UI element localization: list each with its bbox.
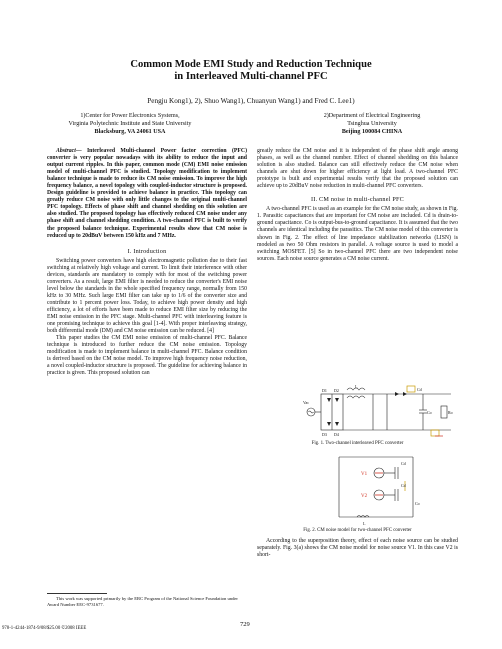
label-cd-bottom: Cd <box>401 483 406 488</box>
section1-heading: I. Introduction <box>127 247 167 255</box>
label-cd: Cd <box>417 387 422 392</box>
affiliation-left-line1: 1)Center for Power Electronics Systems, <box>80 113 180 119</box>
section1-paragraph2: This paper studies the CM EMI noise emission of multi-channel PFC. Balance technique is introduced to further reduce the CM noise emission. Topology modification is made to implement balance in multi-channel PFC. Balance condition is derived based on the CM noise model. To improve high frequency noise reduction, a novel coupled-inductor structure is proposed. The guideline for achieving balance in practice is given. This proposed solution can <box>47 335 247 377</box>
label-co-fig2: Co <box>415 501 420 506</box>
affiliation-left-line2: Virginia Polytechnic Institute and State University <box>68 121 192 127</box>
label-co: Co <box>427 410 432 415</box>
label-d4: D4 <box>334 432 339 437</box>
affiliation-right-line3: Beijing 100084 CHINA <box>341 129 403 135</box>
section2-paragraph1: A two-channel PFC is used as an example for the CM noise study, as shown in Fig. 1. Parasitic capacitances that are important for CM noise are included. Cd is drain-to-ground capacitance. Co is output-bus-to-ground capacitance. It is assumed that the two channels are identical including the parasitics. The CM noise model of this converter is shown in Fig. 2. The effect of line impedance stabilization networks (LISN) is modeled as two 50 Ohm resistors in parallel. A voltage source is used to model a switching MOSFET. [5] So in two-channel PFC there are two independent noise sources. Each noise source generates a CM noise current. <box>257 206 458 262</box>
label-cd-top: Cd <box>401 461 406 466</box>
left-column <box>47 148 247 377</box>
abstract <box>47 148 247 240</box>
author-list: Pengju Kong1), 2), Shuo Wang1), Chuanyun Wang1) and Fred C. Lee1) <box>147 97 355 105</box>
cd-cap-marker <box>407 386 415 392</box>
label-vac: Vac <box>303 400 309 405</box>
label-d3: D3 <box>322 432 327 437</box>
affiliation-left-line3: Blacksburg, VA 24061 USA <box>94 129 166 135</box>
label-l: L <box>355 384 358 389</box>
figure1-caption: Fig. 1. Two-channel interleaved PFC converter <box>311 441 404 446</box>
affiliation-right-line2: Tsinghua University <box>347 121 397 127</box>
figure1-circuit <box>303 384 459 438</box>
affiliation-right <box>272 112 472 136</box>
affiliation-left <box>30 112 230 136</box>
right-column-bottom <box>257 538 458 559</box>
figure2-caption: Fig. 2. CM noise model for two-channel PFC converter <box>303 528 412 533</box>
label-v2: V2 <box>361 494 368 499</box>
abstract-text: — Interleaved Multi-channel Power factor correction (PFC) converter is very popular nowadays with its ability to reduce the input and output current ripples. In this paper, common mode (CM) EMI noise emission model of multi-channel PFC is studied. Topology modification to implement balance technique is made to reduce its CM noise emission. To improve the high frequency balance, a novel topology with coupled-inductor structure is proposed. Design guideline is provided to achieve balance in practice. This topology can greatly reduce CM noise with only little changes to the original multi-channel PFC topology. Effects of phase shift and channel shedding on this solution are also studied. The proposed topology has effectively reduced CM noise under any phase shift and channel shedding condition. A two-channel PFC is built to verify the proposed balance technique. Experimental results show that CM noise is reduced up to 20dBuV between 150 kHz and 7 MHz. <box>47 148 247 239</box>
figure2-noise-model <box>335 451 427 525</box>
footnote-block <box>47 593 247 607</box>
footnote-rule <box>47 593 107 594</box>
right-column-top <box>257 148 458 263</box>
label-d1: D1 <box>322 388 327 393</box>
section2-heading: II. CM noise in multi-channel PFC <box>311 196 404 204</box>
label-ro: Ro <box>448 410 453 415</box>
section1-paragraph1: Switching power converters have high electromagnetic pollution due to their fast switching at relatively high voltage and current. To limit their interference with other devices, standards are mandatory to comply with for most of the switching power converters. As a result, large EMI filter is needed to reduce the converter's EMI noise level below the standards in the whole specified frequency range, normally from 150 kHz to 30 MHz. Such large EMI filter can take up to 1/6 of the converter size and contribute to 1 percent power loss. Today, to achieve high power density and high efficiency, a lot of efforts have been made to reduce EMI filter size by reducing the EMI noise emission in the PFC stage. Multi-channel PFC with interleaving feature is one promising technique to achieve this goal [1-4]. With proper interleaving strategy, both differential mode (DM) and CM noise emission can be reduced. [4] <box>47 257 247 335</box>
paper-title-line2: in Interleaved Multi-channel PFC <box>174 71 328 82</box>
co-cap-marker <box>431 430 439 436</box>
label-v1: V1 <box>361 472 368 477</box>
section2-paragraph2: According to the superposition theory, effect of each noise source can be studied separately. Fig. 3(a) shows the CM noise model for noise source V1. In this case V2 is short- <box>257 538 458 559</box>
page-number: 729 <box>240 621 250 628</box>
affiliation-right-line1: 2)Department of Electrical Engineering <box>323 113 421 119</box>
label-d2: D2 <box>334 388 339 393</box>
footnote-text: This work was supported primarily by the ERC Program of the National Science Foundation under Award Number EEC-9731677. <box>47 596 238 607</box>
right-paragraph1: greatly reduce the CM noise and it is independent of the phase shift angle among phases, as well as the channel number. Effect of channel shedding on this balance solution is also studied. Balance can still effectively reduce the CM noise when channels are shut down for higher efficiency at light load. A two-channel PFC prototype is built and experimental results verify that the proposed solution can achieve up to 20dBuV noise reduction in multi-channel PFC converters. <box>257 148 458 190</box>
paper-title-line1: Common Mode EMI Study and Reduction Technique <box>130 59 372 70</box>
abstract-label: Abstract <box>56 148 76 154</box>
copyright-footer: 978-1-4244-1874-9/08/$25.00 ©2008 IEEE <box>2 626 87 631</box>
label-l-fig2: L <box>363 521 366 525</box>
